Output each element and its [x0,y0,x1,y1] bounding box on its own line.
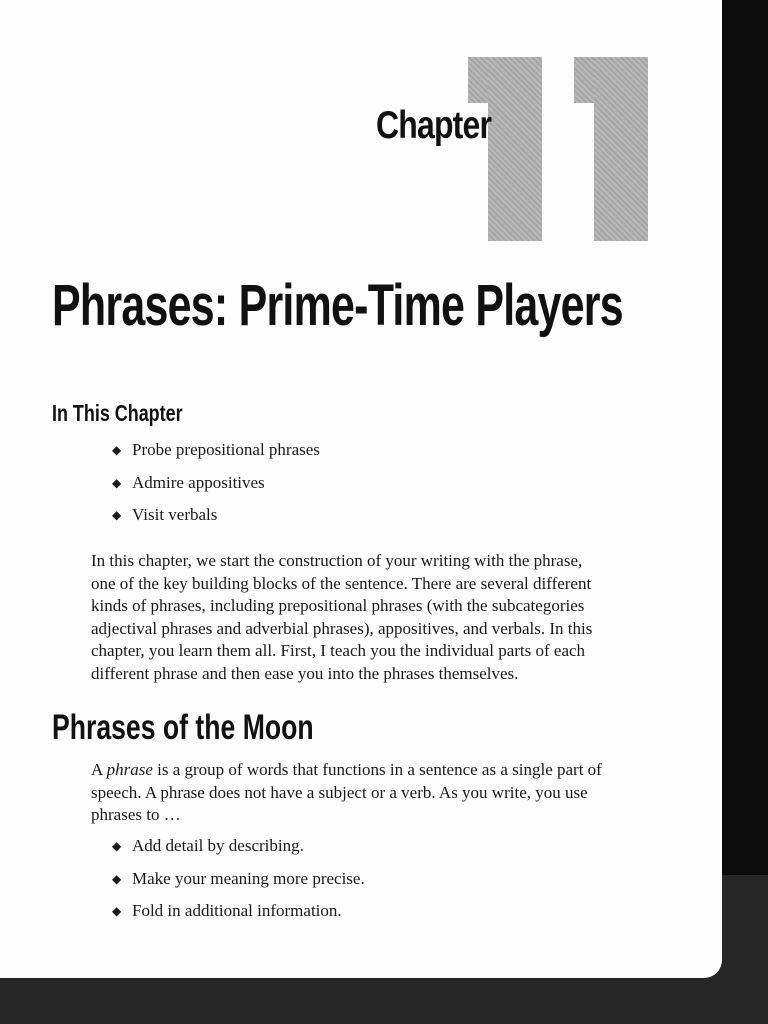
list-item-text: Fold in additional information. [132,901,342,920]
list-item-text: Make your meaning more precise. [132,868,365,888]
list-item-text: Visit verbals [132,505,218,524]
diamond-bullet-icon: ◆ [112,443,122,457]
chapter-number-digit-1 [488,57,542,241]
chapter-number-graphic [488,57,648,241]
paragraph-line: phrases to … [91,805,181,824]
paragraph-line: adjectival phrases and adverbial phrases), appositives, and verbals. In this [91,618,593,638]
list-item [112,900,365,933]
chapter-number-digit-2-flag [574,57,596,103]
definition-text: is a group of words that functions in a sentence as a single part of [152,760,602,779]
list-item [112,835,365,868]
list-item-text: Admire appositives [132,472,265,492]
diamond-bullet-icon: ◆ [112,839,122,853]
paragraph-line: different phrase and then ease you into the phrases themselves. [91,663,519,683]
diamond-bullet-icon: ◆ [112,475,122,490]
definition-term: phrase [106,760,153,779]
in-this-chapter-list [112,439,320,537]
paragraph-line: one of the key building blocks of the sentence. There are several different [91,573,592,593]
diamond-bullet-icon: ◆ [112,871,122,886]
paragraph-line: speech. A phrase does not have a subject or a verb. As you write, you use [91,782,588,802]
chapter-title: Phrases: Prime-Time Players [52,273,623,338]
chapter-label: Chapter [376,104,492,147]
list-item-text: Add detail by describing. [132,836,304,855]
paragraph-line: kinds of phrases, including prepositional phrases (with the subcategories [91,596,585,615]
diamond-bullet-icon: ◆ [112,904,122,918]
list-item [112,868,365,901]
section-heading: Phrases of the Moon [52,708,314,747]
list-item-text: Probe prepositional phrases [132,440,320,459]
list-item [112,504,320,537]
in-this-chapter-heading: In This Chapter [52,400,183,426]
chapter-number-digit-1-flag [468,57,490,103]
list-item [112,439,320,472]
paragraph-line [91,759,691,782]
scan-edge-shadow [722,0,768,875]
paragraph-line: In this chapter, we start the construction of your writing with the phrase, [91,551,583,570]
intro-paragraph [91,550,691,685]
list-item [112,472,320,505]
diamond-bullet-icon: ◆ [112,508,122,522]
phrase-uses-list [112,835,365,933]
definition-paragraph [91,759,691,827]
definition-prefix: A [91,760,107,779]
chapter-number-digit-2 [594,57,648,241]
paragraph-line: chapter, you learn them all. First, I teach you the individual parts of each [91,641,586,660]
